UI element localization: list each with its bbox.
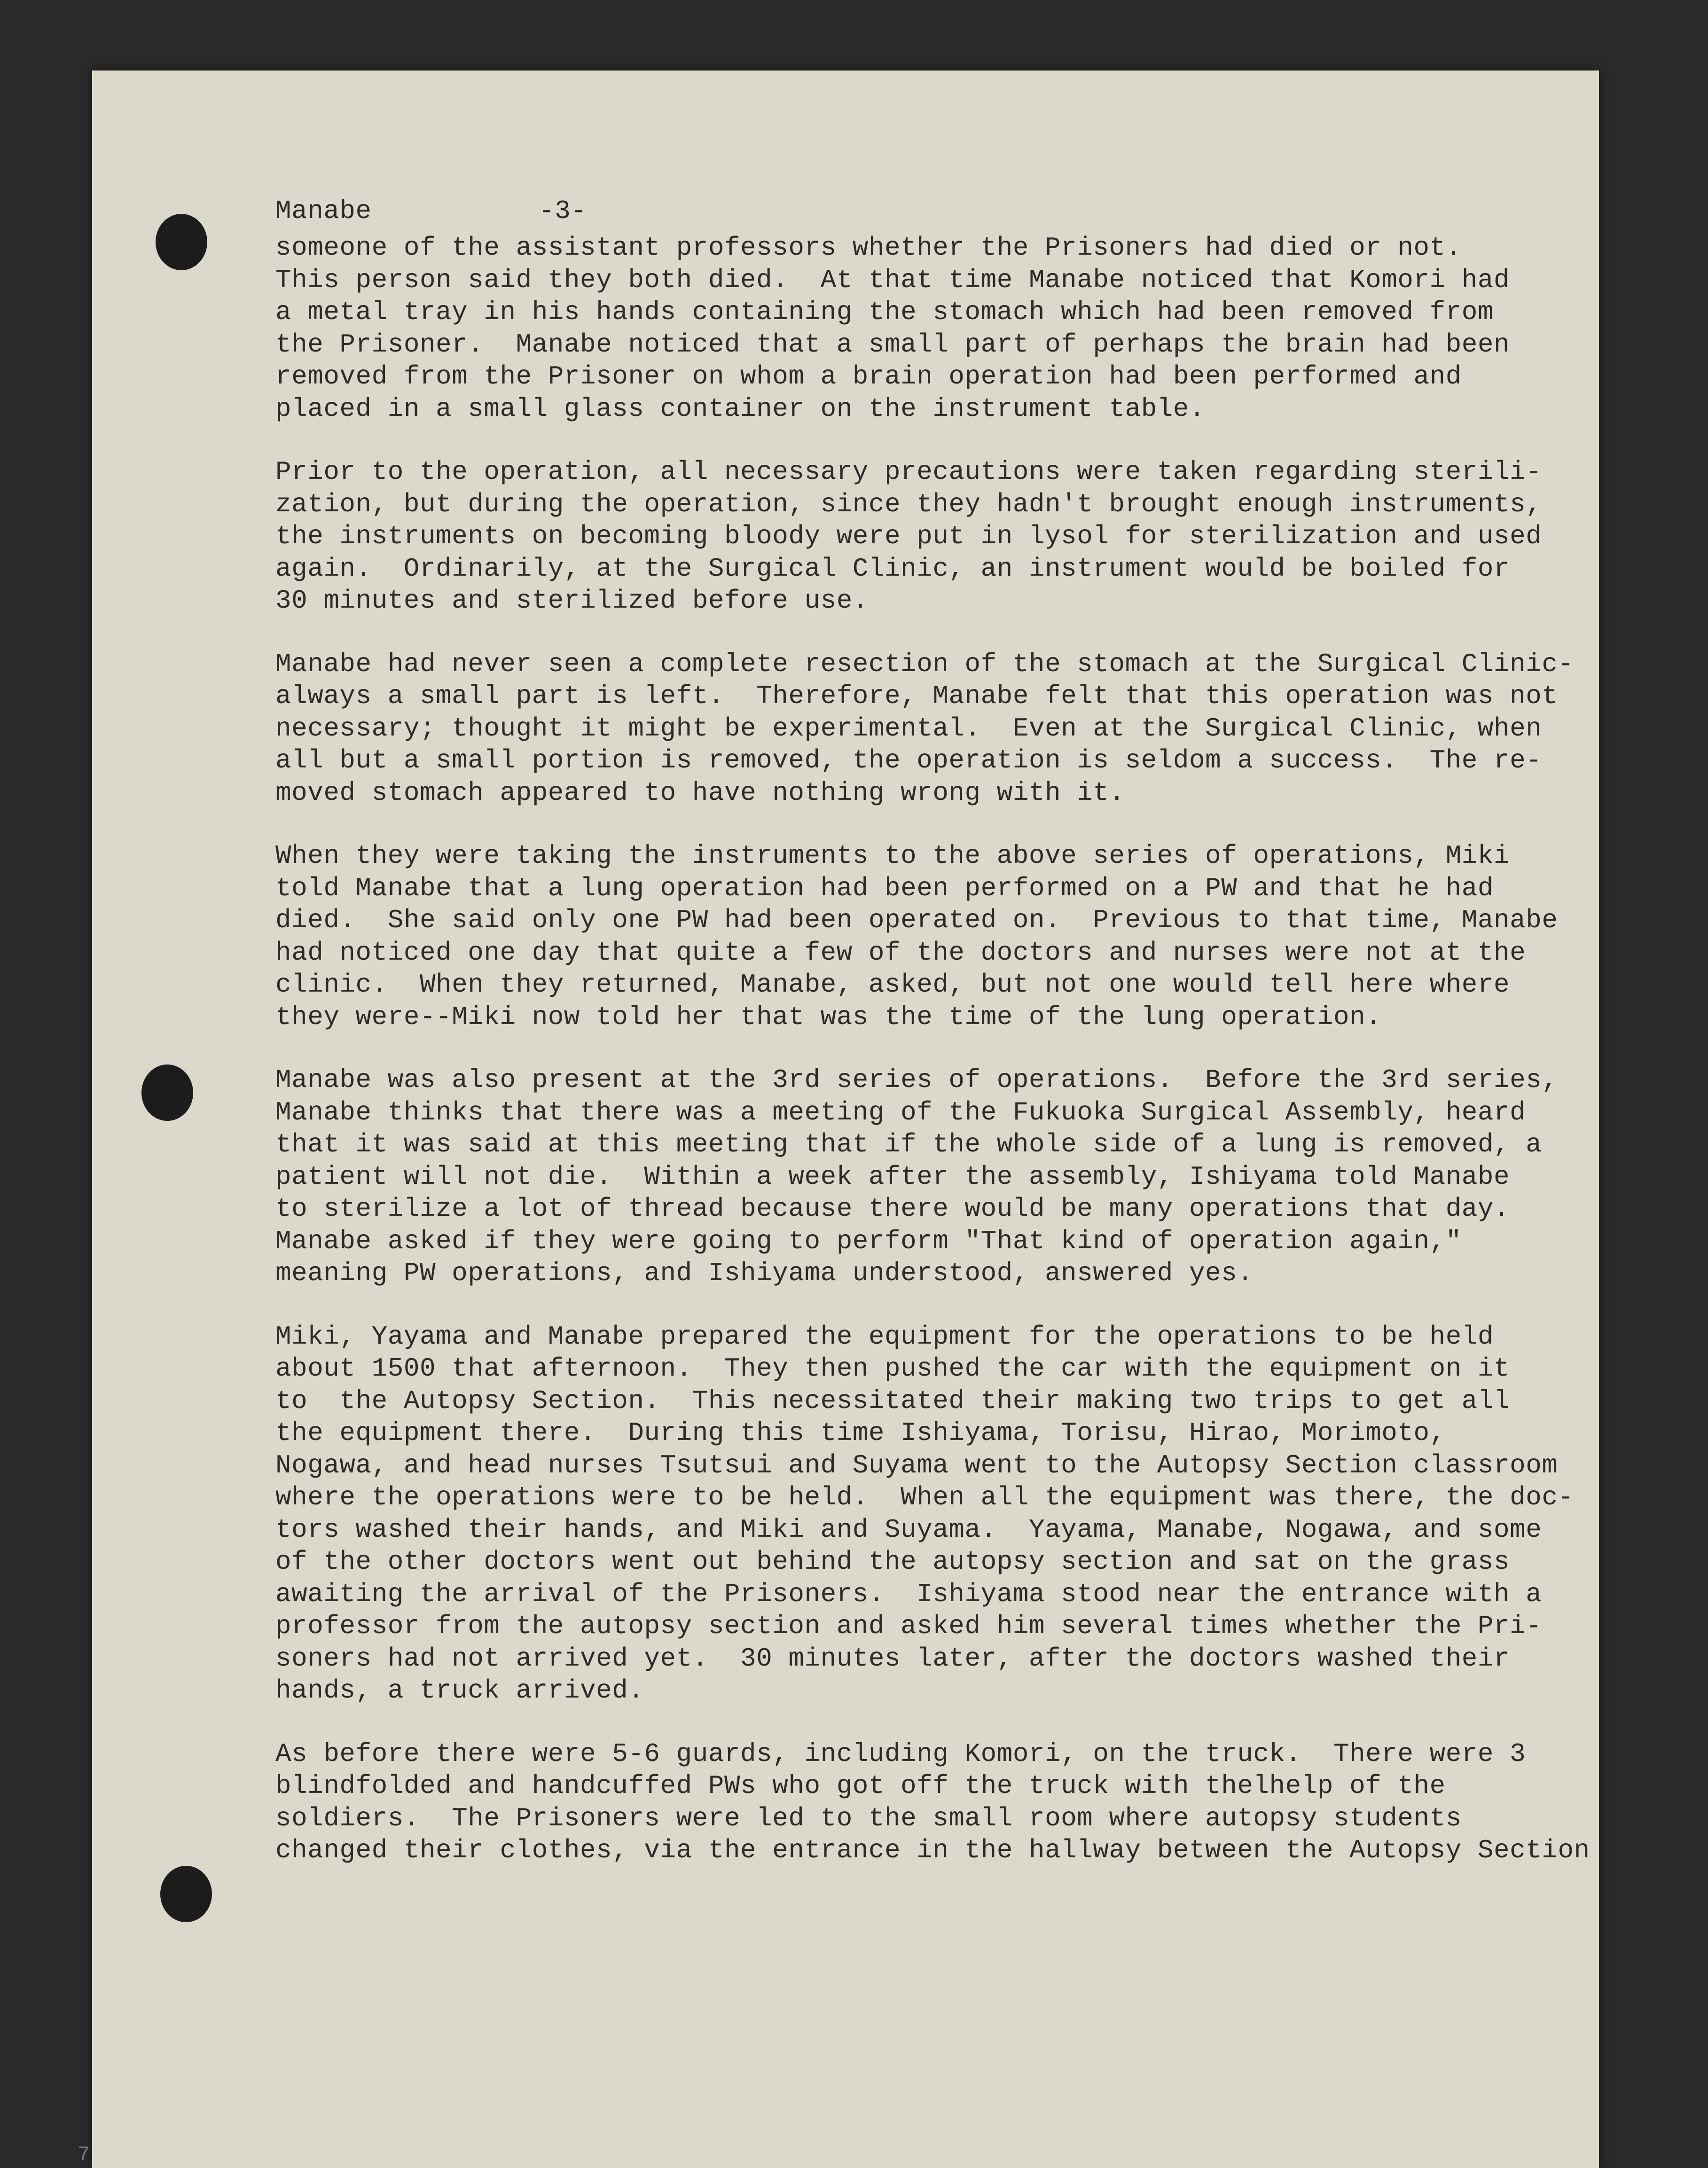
text-line: about 1500 that afternoon. They then pushed the car with the equipment on it <box>275 1354 1510 1384</box>
text-line: someone of the assistant professors whether the Prisoners had died or not. <box>275 233 1462 263</box>
text-line: This person said they both died. At that time Manabe noticed that Komori had <box>275 265 1510 295</box>
typed-page-body <box>275 195 1620 1898</box>
text-line: had noticed one day that quite a few of the doctors and nurses were not at the <box>275 937 1526 968</box>
text-line: Manabe asked if they were going to perform "That kind of operation again," <box>275 1226 1462 1256</box>
text-line: all but a small portion is removed, the operation is seldom a success. The re- <box>275 745 1542 775</box>
text-line: When they were taking the instruments to the above series of operations, Miki <box>275 841 1510 871</box>
text-line: where the operations were to be held. When all the equipment was there, the doc- <box>275 1482 1574 1512</box>
punch-hole-top <box>156 214 207 270</box>
text-line: changed their clothes, via the entrance in the hallway between the Autopsy Section <box>275 1835 1590 1865</box>
text-line: died. She said only one PW had been operated on. Previous to that time, Manabe <box>275 905 1558 935</box>
paragraph-7 <box>275 1738 1620 1867</box>
text-line: always a small part is left. Therefore, Manabe felt that this operation was not <box>275 681 1558 711</box>
text-line: necessary; thought it might be experimental. Even at the Surgical Clinic, when <box>275 713 1542 744</box>
text-line: soners had not arrived yet. 30 minutes later, after the doctors washed their <box>275 1643 1510 1674</box>
text-line: that it was said at this meeting that if the whole side of a lung is removed, a <box>275 1129 1542 1159</box>
page-number: -3- <box>539 196 587 226</box>
paragraph-4 <box>275 840 1620 1033</box>
corner-mark: 7 <box>78 2143 90 2167</box>
text-line: Manabe thinks that there was a meeting of the Fukuoka Surgical Assembly, heard <box>275 1097 1526 1127</box>
text-line: tors washed their hands, and Miki and Suyama. Yayama, Manabe, Nogawa, and some <box>275 1514 1542 1545</box>
text-line: blindfolded and handcuffed PWs who got off the truck with thelhelp of the <box>275 1771 1446 1801</box>
text-line: placed in a small glass container on the instrument table. <box>275 393 1206 424</box>
text-line: told Manabe that a lung operation had been performed on a PW and that he had <box>275 873 1494 903</box>
text-line: the Prisoner. Manabe noticed that a small part of perhaps the brain had been <box>275 329 1510 360</box>
text-line: Manabe was also present at the 3rd series of operations. Before the 3rd series, <box>275 1065 1558 1095</box>
text-line: Manabe had never seen a complete resection of the stomach at the Surgical Clinic- <box>275 649 1574 679</box>
text-line: Miki, Yayama and Manabe prepared the equipment for the operations to be held <box>275 1321 1494 1352</box>
text-line: the instruments on becoming bloody were put in lysol for sterilization and used <box>275 521 1542 551</box>
text-line: a metal tray in his hands containing the stomach which had been removed from <box>275 297 1494 327</box>
text-line: 30 minutes and sterilized before use. <box>275 586 869 616</box>
text-line: clinic. When they returned, Manabe, asked, but not one would tell here where <box>275 970 1510 1000</box>
paragraph-6 <box>275 1321 1620 1707</box>
text-line: again. Ordinarily, at the Surgical Clinic, an instrument would be boiled for <box>275 553 1510 584</box>
text-line: the equipment there. During this time Ishiyama, Torisu, Hirao, Morimoto, <box>275 1418 1446 1448</box>
header-name: Manabe <box>275 196 372 226</box>
text-line: Nogawa, and head nurses Tsutsui and Suyama went to the Autopsy Section classroom <box>275 1450 1558 1480</box>
paragraph-1 <box>275 232 1620 425</box>
text-line: moved stomach appeared to have nothing wrong with it. <box>275 777 1125 808</box>
text-line: Prior to the operation, all necessary precautions were taken regarding sterili- <box>275 457 1542 487</box>
text-line: soldiers. The Prisoners were led to the small room where autopsy students <box>275 1803 1462 1833</box>
text-line: removed from the Prisoner on whom a brain operation had been performed and <box>275 361 1462 391</box>
text-line: hands, a truck arrived. <box>275 1675 644 1706</box>
punch-hole-bottom <box>160 1866 212 1922</box>
text-line: As before there were 5-6 guards, including Komori, on the truck. There were 3 <box>275 1738 1526 1769</box>
text-line: professor from the autopsy section and asked him several times whether the Pri- <box>275 1611 1542 1641</box>
text-line: meaning PW operations, and Ishiyama understood, answered yes. <box>275 1258 1254 1288</box>
text-line: awaiting the arrival of the Prisoners. Ishiyama stood near the entrance with a <box>275 1579 1542 1609</box>
text-line: patient will not die. Within a week after the assembly, Ishiyama told Manabe <box>275 1161 1510 1192</box>
text-line: to the Autopsy Section. This necessitated their making two trips to get all <box>275 1385 1510 1416</box>
text-line: of the other doctors went out behind the autopsy section and sat on the grass <box>275 1547 1510 1577</box>
paragraph-3 <box>275 648 1620 809</box>
paragraph-2 <box>275 456 1620 617</box>
punch-hole-middle <box>141 1064 193 1121</box>
page-header <box>275 195 1620 227</box>
paragraph-5 <box>275 1064 1620 1290</box>
text-line: to sterilize a lot of thread because there would be many operations that day. <box>275 1194 1510 1224</box>
text-line: they were--Miki now told her that was the time of the lung operation. <box>275 1002 1382 1032</box>
text-line: zation, but during the operation, since they hadn't brought enough instruments, <box>275 489 1542 519</box>
